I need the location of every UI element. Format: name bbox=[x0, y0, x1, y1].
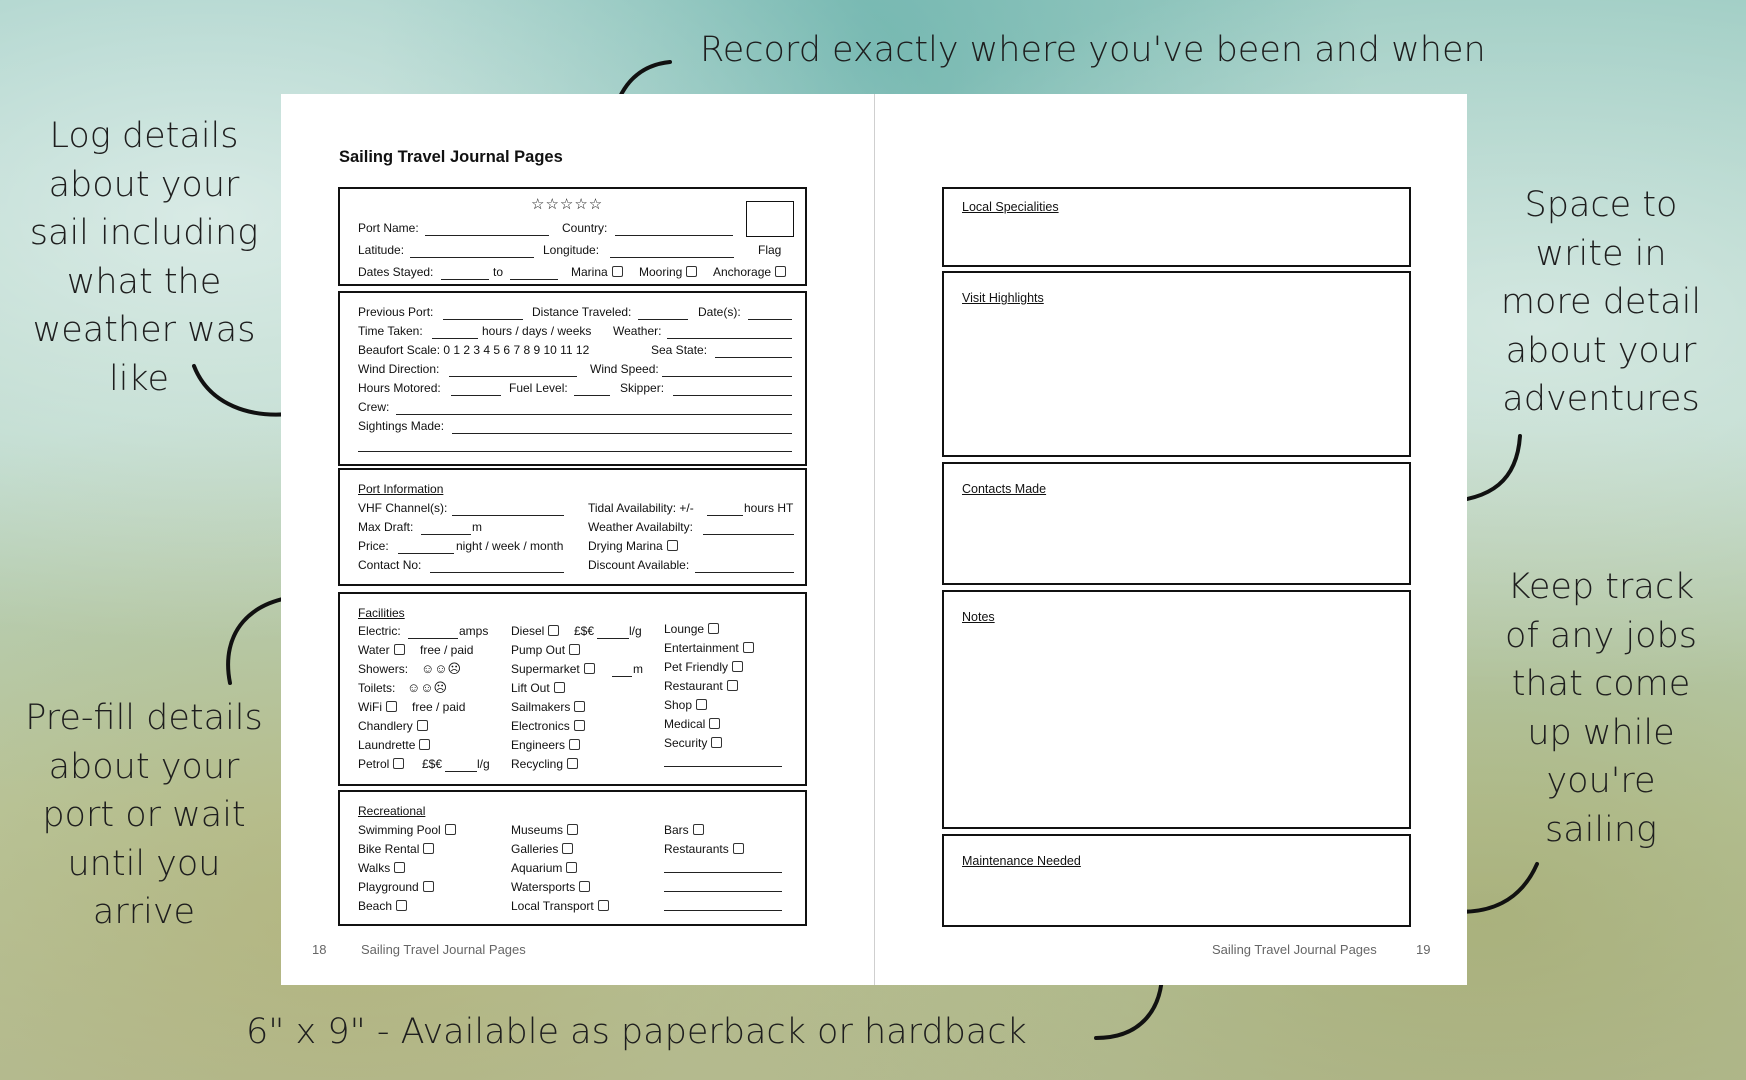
dates-stayed-label: Dates Stayed: bbox=[358, 265, 434, 279]
callout-line: Space to bbox=[1524, 185, 1678, 225]
price-label: Price: bbox=[358, 539, 389, 553]
footer-title-right: Sailing Travel Journal Pages bbox=[1212, 942, 1377, 957]
playground-option[interactable]: Playground bbox=[358, 880, 434, 894]
local-specialities-box[interactable] bbox=[942, 187, 1411, 267]
section-heading: Local Specialities bbox=[962, 200, 1059, 214]
port-info-heading: Port Information bbox=[358, 482, 444, 496]
contact-no-label: Contact No: bbox=[358, 558, 422, 572]
lounge-option[interactable]: Lounge bbox=[664, 622, 719, 636]
callout-line: about your bbox=[48, 746, 240, 787]
vhf-line[interactable] bbox=[452, 515, 564, 516]
facilities-extra-line[interactable] bbox=[664, 766, 782, 767]
callout-top: Record exactly where you've been and when bbox=[700, 30, 1486, 70]
bars-option[interactable]: Bars bbox=[664, 823, 704, 837]
time-taken-label: Time Taken: bbox=[358, 324, 423, 338]
sail-log-box bbox=[338, 291, 807, 466]
longitude-line[interactable] bbox=[610, 257, 734, 258]
hours-ht: hours HT bbox=[744, 501, 794, 515]
pump-out-option[interactable]: Pump Out bbox=[511, 643, 580, 657]
callout-line: Log details bbox=[49, 116, 239, 156]
amps-label: amps bbox=[459, 624, 489, 638]
footer-title-left: Sailing Travel Journal Pages bbox=[361, 942, 526, 957]
flag-label: Flag bbox=[758, 243, 782, 257]
port-name-label: Port Name: bbox=[358, 221, 419, 235]
skipper-label: Skipper: bbox=[620, 381, 665, 395]
contacts-made-box[interactable] bbox=[942, 462, 1411, 585]
entertainment-option[interactable]: Entertainment bbox=[664, 641, 754, 655]
recycling-option[interactable]: Recycling bbox=[511, 757, 578, 771]
supermarket-option[interactable]: Supermarket bbox=[511, 662, 595, 676]
diesel-unit: l/g bbox=[629, 624, 642, 638]
port-info-box bbox=[338, 468, 807, 586]
sailmakers-option[interactable]: Sailmakers bbox=[511, 700, 585, 714]
page-number-right: 19 bbox=[1416, 942, 1431, 957]
medical-option[interactable]: Medical bbox=[664, 717, 720, 731]
time-units: hours / days / weeks bbox=[482, 324, 592, 338]
wind-direction-line[interactable] bbox=[449, 376, 577, 377]
petrol-option[interactable]: Petrol bbox=[358, 757, 404, 771]
price-units: night / week / month bbox=[456, 539, 564, 553]
callout-line: adventures bbox=[1502, 379, 1700, 419]
sightings-line[interactable] bbox=[452, 433, 792, 434]
restaurants-option[interactable]: Restaurants bbox=[664, 842, 744, 856]
callout-line: weather was bbox=[32, 310, 256, 350]
callout-line: arrive bbox=[92, 892, 196, 932]
distance-label: Distance Traveled: bbox=[532, 305, 632, 319]
mooring-option[interactable]: Mooring bbox=[639, 265, 697, 279]
recreational-extra-line-3[interactable] bbox=[664, 910, 782, 911]
showers-label: Showers: bbox=[358, 662, 409, 676]
country-label: Country: bbox=[562, 221, 608, 235]
callout-line: of any jobs bbox=[1505, 615, 1697, 656]
callout-left-bottom bbox=[0, 694, 288, 937]
petrol-unit: l/g bbox=[477, 757, 490, 771]
facilities-box bbox=[338, 592, 807, 786]
callout-line: about your bbox=[48, 164, 240, 205]
max-draft-line[interactable] bbox=[421, 534, 471, 535]
visit-highlights-box[interactable] bbox=[942, 271, 1411, 457]
sightings-line-2[interactable] bbox=[358, 451, 792, 452]
longitude-label: Longitude: bbox=[543, 243, 600, 257]
electronics-option[interactable]: Electronics bbox=[511, 719, 585, 733]
diesel-currency: £$€ bbox=[574, 624, 595, 638]
section-heading: Notes bbox=[962, 610, 995, 624]
sea-state-label: Sea State: bbox=[651, 343, 708, 357]
museums-option[interactable]: Museums bbox=[511, 823, 578, 837]
toilets-label: Toilets: bbox=[358, 681, 396, 695]
callout-line: write in bbox=[1535, 233, 1667, 274]
wind-speed-label: Wind Speed: bbox=[590, 362, 659, 376]
callout-line: up while bbox=[1527, 712, 1675, 753]
beaufort-scale[interactable]: Beaufort Scale: 0 1 2 3 4 5 6 7 8 9 10 11 12 bbox=[358, 343, 590, 357]
wind-direction-label: Wind Direction: bbox=[358, 362, 440, 376]
notes-box[interactable] bbox=[942, 590, 1411, 829]
max-draft-label: Max Draft: bbox=[358, 520, 414, 534]
showers-rating-icon[interactable]: ☺☺☹ bbox=[421, 661, 462, 676]
callout-line: what the bbox=[66, 261, 222, 302]
weather-label: Weather: bbox=[613, 324, 662, 338]
crew-line[interactable] bbox=[396, 414, 792, 415]
section-heading: Visit Highlights bbox=[962, 291, 1044, 305]
fuel-level-label: Fuel Level: bbox=[509, 381, 568, 395]
date-from-line[interactable] bbox=[441, 279, 489, 280]
diesel-price-line[interactable] bbox=[597, 638, 629, 639]
star-rating[interactable]: ☆☆☆☆☆ bbox=[531, 196, 604, 213]
lift-out-option[interactable]: Lift Out bbox=[511, 681, 565, 695]
wifi-free-paid: free / paid bbox=[412, 700, 466, 714]
draft-unit: m bbox=[472, 520, 482, 534]
anchorage-option[interactable]: Anchorage bbox=[713, 265, 786, 279]
drying-marina-option[interactable]: Drying Marina bbox=[588, 539, 678, 553]
restaurant-option[interactable]: Restaurant bbox=[664, 679, 738, 693]
latitude-line[interactable] bbox=[410, 257, 534, 258]
sea-state-line[interactable] bbox=[715, 357, 792, 358]
local-transport-option[interactable]: Local Transport bbox=[511, 899, 609, 913]
recreational-heading: Recreational bbox=[358, 804, 426, 818]
sightings-label: Sightings Made: bbox=[358, 419, 445, 433]
weather-avail-label: Weather Availabilty: bbox=[588, 520, 693, 534]
page-title: Sailing Travel Journal Pages bbox=[339, 148, 563, 166]
distance-line[interactable] bbox=[638, 319, 688, 320]
port-box bbox=[338, 187, 807, 286]
bike-rental-option[interactable]: Bike Rental bbox=[358, 842, 434, 856]
recreational-box bbox=[338, 790, 807, 926]
section-heading: Contacts Made bbox=[962, 482, 1047, 496]
left-page bbox=[281, 94, 874, 985]
maintenance-needed-box[interactable] bbox=[942, 834, 1411, 927]
pet-friendly-option[interactable]: Pet Friendly bbox=[664, 660, 743, 674]
petrol-price-line[interactable] bbox=[445, 771, 477, 772]
callout-line: about your bbox=[1505, 330, 1697, 371]
previous-port-label: Previous Port: bbox=[358, 305, 434, 319]
electric-line[interactable] bbox=[408, 638, 458, 639]
marina-option[interactable]: Marina bbox=[571, 265, 623, 279]
petrol-currency: £$€ bbox=[422, 757, 443, 771]
water-option[interactable]: Water bbox=[358, 643, 405, 657]
page-number-left: 18 bbox=[312, 942, 327, 957]
callout-line: port or wait bbox=[42, 795, 246, 835]
wind-speed-line[interactable] bbox=[662, 376, 792, 377]
flag-box bbox=[746, 201, 794, 237]
time-taken-line[interactable] bbox=[432, 338, 478, 339]
hours-motored-line[interactable] bbox=[451, 395, 501, 396]
laundrette-option[interactable]: Laundrette bbox=[358, 738, 430, 752]
weather-avail-line[interactable] bbox=[703, 534, 794, 535]
dates-line[interactable] bbox=[748, 319, 792, 320]
dates-label: Date(s): bbox=[698, 305, 741, 319]
engineers-option[interactable]: Engineers bbox=[511, 738, 580, 752]
galleries-option[interactable]: Galleries bbox=[511, 842, 573, 856]
supermarket-distance-line[interactable] bbox=[612, 676, 632, 677]
vhf-label: VHF Channel(s): bbox=[358, 501, 448, 515]
fuel-level-line[interactable] bbox=[574, 395, 610, 396]
discount-label: Discount Available: bbox=[588, 558, 690, 572]
country-line[interactable] bbox=[615, 235, 733, 236]
diesel-option[interactable]: Diesel bbox=[511, 624, 559, 638]
water-free-paid: free / paid bbox=[420, 643, 474, 657]
callout-left-top bbox=[0, 112, 288, 403]
facilities-heading: Facilities bbox=[358, 606, 405, 620]
to-label: to bbox=[493, 265, 504, 279]
callout-right-bottom bbox=[1476, 563, 1726, 854]
callout-line: Keep track bbox=[1507, 567, 1695, 607]
walks-option[interactable]: Walks bbox=[358, 861, 405, 875]
watersports-option[interactable]: Watersports bbox=[511, 880, 590, 894]
weather-line[interactable] bbox=[667, 338, 792, 339]
discount-line[interactable] bbox=[695, 572, 794, 573]
hours-motored-label: Hours Motored: bbox=[358, 381, 441, 395]
tidal-label: Tidal Availability: +/- bbox=[588, 501, 694, 515]
price-line[interactable] bbox=[398, 553, 454, 554]
swimming-pool-option[interactable]: Swimming Pool bbox=[358, 823, 456, 837]
chandlery-option[interactable]: Chandlery bbox=[358, 719, 428, 733]
contact-no-line[interactable] bbox=[430, 572, 564, 573]
beach-option[interactable]: Beach bbox=[358, 899, 407, 913]
recreational-extra-line-2[interactable] bbox=[664, 891, 782, 892]
callout-line: sailing bbox=[1544, 809, 1658, 850]
electric-label: Electric: bbox=[358, 624, 401, 638]
aquarium-option[interactable]: Aquarium bbox=[511, 861, 577, 875]
toilets-rating-icon[interactable]: ☺☺☹ bbox=[407, 680, 448, 695]
callout-line: Pre-fill details bbox=[25, 698, 263, 738]
latitude-label: Latitude: bbox=[358, 243, 405, 257]
port-name-line[interactable] bbox=[425, 235, 549, 236]
security-option[interactable]: Security bbox=[664, 736, 722, 750]
callout-line: sail including bbox=[29, 213, 259, 253]
previous-port-line[interactable] bbox=[443, 319, 523, 320]
skipper-line[interactable] bbox=[673, 395, 792, 396]
callout-bottom: 6" x 9" - Available as paperback or hardback bbox=[246, 1012, 1027, 1052]
callout-line: until you bbox=[67, 843, 221, 884]
right-page bbox=[874, 94, 1467, 985]
section-heading: Maintenance Needed bbox=[962, 854, 1081, 868]
wifi-option[interactable]: WiFi bbox=[358, 700, 397, 714]
callout-line: that come bbox=[1511, 664, 1691, 704]
callout-right-top bbox=[1476, 181, 1726, 424]
callout-line: like bbox=[108, 358, 169, 399]
crew-label: Crew: bbox=[358, 400, 390, 414]
recreational-extra-line-1[interactable] bbox=[664, 872, 782, 873]
callout-line: you're bbox=[1546, 761, 1656, 801]
shop-option[interactable]: Shop bbox=[664, 698, 707, 712]
date-to-line[interactable] bbox=[510, 279, 558, 280]
supermarket-unit: m bbox=[633, 662, 643, 676]
tidal-line[interactable] bbox=[707, 515, 743, 516]
callout-line: more detail bbox=[1500, 282, 1702, 322]
